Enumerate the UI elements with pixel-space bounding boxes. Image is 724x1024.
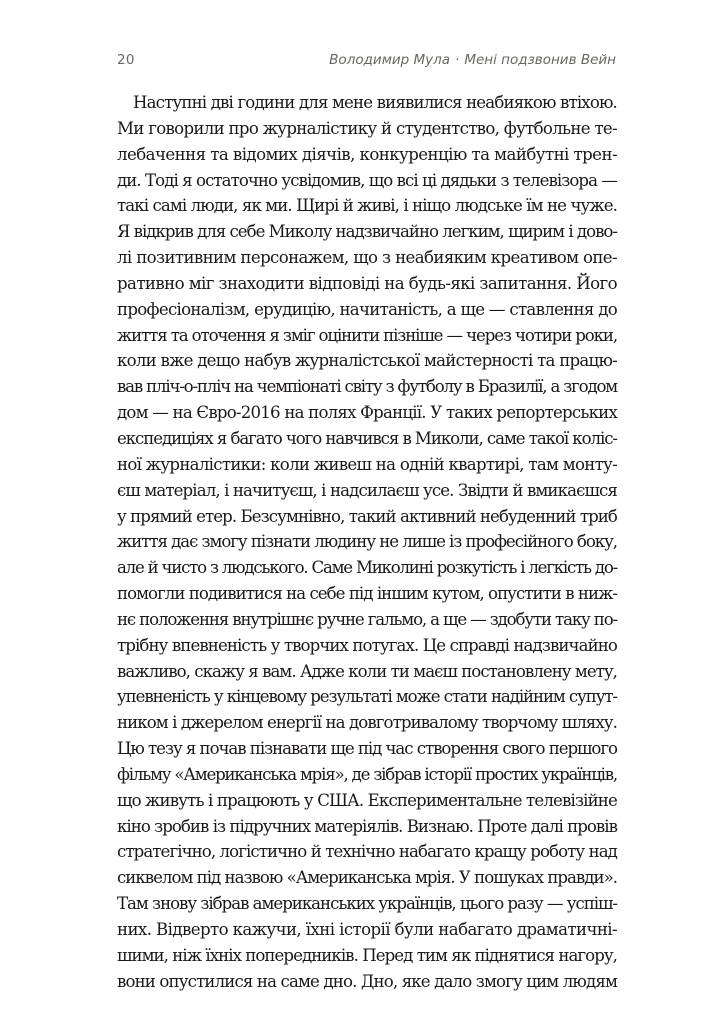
text-line: помогли подивитися на себе під іншим кутом, опустити в ниж- bbox=[117, 584, 618, 604]
body-text bbox=[117, 90, 617, 995]
text-line: Цю тезу я почав пізнавати ще під час створення свого першого bbox=[117, 739, 617, 759]
text-line: вони опустилися на саме дно. Дно, яке дало змогу цим людям bbox=[117, 971, 618, 991]
text-line: важливо, скажу я вам. Адже коли ти маєш постановлену мету, bbox=[117, 661, 617, 681]
running-header bbox=[117, 50, 616, 72]
text-line: експедиціях я багато чого навчився в Миколи, саме такої коліс- bbox=[117, 428, 617, 448]
author-name: Володимир Мула bbox=[329, 52, 451, 68]
text-line: вав пліч-о-пліч на чемпіонаті світу з футболу в Бразилії, а згодом bbox=[117, 377, 618, 397]
text-line: дом — на Євро-2016 на полях Франції. У таких репортерських bbox=[117, 403, 618, 423]
text-line: єш матеріал, і начитуєш, і надсилаєш усе. Звідти й вмикаєшся bbox=[117, 480, 617, 500]
running-head bbox=[329, 52, 616, 68]
text-line: професіоналізм, ерудицію, начитаність, а ще — ставлення до bbox=[117, 299, 618, 319]
text-line: нє положення внутрішнє ручне гальмо, а ще — здобути таку по- bbox=[117, 609, 618, 629]
text-line: у прямий етер. Безсумнівно, такий активний небуденний триб bbox=[117, 506, 617, 526]
text-line: Там знову зібрав американських українців, цього разу — успіш- bbox=[117, 894, 618, 914]
text-line: коли вже дещо набув журналістської майстерності та працю- bbox=[117, 351, 618, 371]
text-line: кіно зробив із підручних матеріялів. Визнаю. Проте далі провів bbox=[117, 816, 617, 836]
text-line: ди. Тоді я остаточно усвідомив, що всі ці дядьки з телевізора — bbox=[117, 170, 617, 190]
text-line: упевненість у кінцевому результаті може стати надійним супут- bbox=[117, 687, 618, 707]
header-separator: · bbox=[455, 52, 460, 68]
text-line: ративно міг знаходити відповіді на будь-які запитання. Його bbox=[117, 273, 617, 293]
text-line: Я відкрив для себе Миколу надзвичайно легким, щирим і дово- bbox=[117, 222, 617, 242]
text-line: життя дає змогу пізнати людину не лише із професійного боку, bbox=[117, 532, 618, 552]
text-line: Ми говорили про журналістику й студентство, футбольне те- bbox=[117, 118, 617, 138]
text-line: шими, ніж їхніх попередників. Перед тим як піднятися нагору, bbox=[117, 945, 618, 965]
text-line: ником і джерелом енергії на довготривалому творчому шляху. bbox=[117, 713, 617, 733]
text-line: що живуть і працюють у США. Експериментальне телевізійне bbox=[117, 790, 617, 810]
text-line: трібну впевненість у творчих потугах. Це справді надзвичайно bbox=[117, 635, 617, 655]
text-line: життя та оточення я зміг оцінити пізніше — через чотири роки, bbox=[117, 325, 617, 345]
text-line: такі самі люди, як ми. Щирі й живі, і ніщо людське їм не чуже. bbox=[117, 196, 617, 216]
text-line: Наступні дві години для мене виявилися неабиякою втіхою. bbox=[133, 93, 617, 112]
text-line: них. Відверто кажучи, їхні історії були набагато драматичні- bbox=[117, 920, 618, 939]
text-line: фільму «Американська мрія», де зібрав історії простих українців, bbox=[117, 764, 617, 784]
text-line: сиквелом під назвою «Американська мрія. У пошуках правди». bbox=[117, 868, 618, 888]
text-line: але й чисто з людського. Саме Миколині розкутість і легкість до- bbox=[117, 558, 617, 578]
text-line: стратегічно, логістично й технічно набагато кращу роботу над bbox=[117, 842, 617, 862]
text-line: лебачення та відомих діячів, конкуренцію та майбутні трен- bbox=[117, 144, 617, 164]
book-title: Мені подзвонив Вейн bbox=[464, 52, 616, 68]
page-number: 20 bbox=[117, 52, 135, 68]
text-line: лі позитивним персонажем, що з неабияким креативом опе- bbox=[117, 248, 617, 268]
text-line: ної журналістики: коли живеш на одній квартирі, там монту- bbox=[117, 454, 618, 474]
